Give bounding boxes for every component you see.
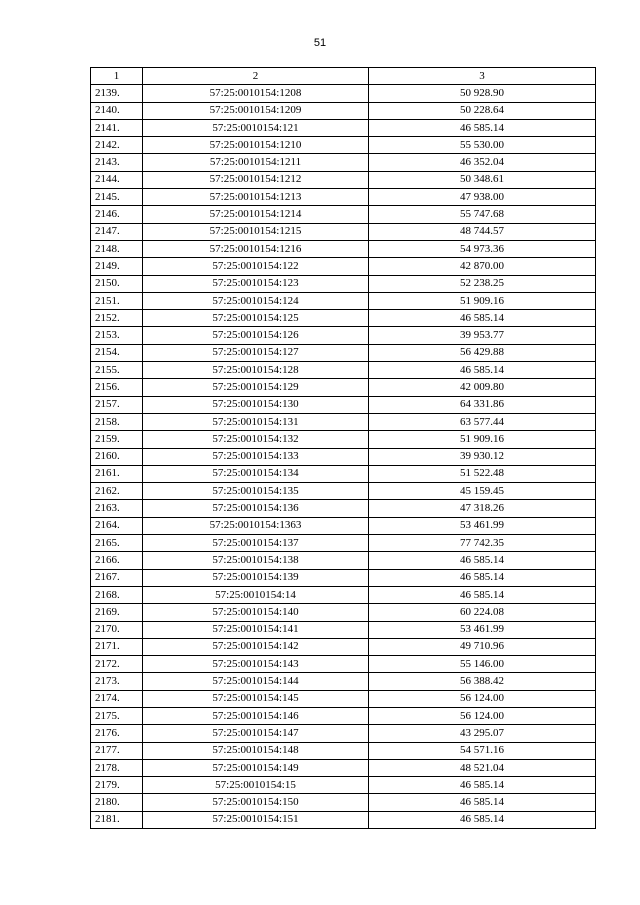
cadastral-number-cell: 57:25:0010154:145 (143, 690, 369, 707)
cadastral-number-cell: 57:25:0010154:122 (143, 258, 369, 275)
cadastral-number-cell: 57:25:0010154:125 (143, 310, 369, 327)
cadastral-value-cell: 51 909.16 (369, 292, 596, 309)
table-row (91, 759, 596, 776)
row-number-cell: 2155. (91, 362, 143, 379)
row-number-cell: 2156. (91, 379, 143, 396)
row-number-cell: 2150. (91, 275, 143, 292)
row-number-cell: 2151. (91, 292, 143, 309)
table-row (91, 154, 596, 171)
cadastral-number-cell: 57:25:0010154:129 (143, 379, 369, 396)
table-row (91, 742, 596, 759)
cadastral-value-cell: 42 009.80 (369, 379, 596, 396)
table-row (91, 777, 596, 794)
cadastral-value-table (90, 67, 596, 829)
cadastral-number-cell: 57:25:0010154:121 (143, 119, 369, 136)
page-number: 51 (313, 37, 327, 49)
cadastral-number-cell: 57:25:0010154:1213 (143, 189, 369, 206)
table-row (91, 396, 596, 413)
table-row (91, 794, 596, 811)
row-number-cell: 2158. (91, 413, 143, 430)
table-row (91, 327, 596, 344)
cadastral-number-cell: 57:25:0010154:140 (143, 604, 369, 621)
cadastral-number-cell: 57:25:0010154:127 (143, 344, 369, 361)
row-number-cell: 2140. (91, 102, 143, 119)
table-header-row (91, 68, 596, 85)
table-row (91, 206, 596, 223)
cadastral-value-cell: 51 522.48 (369, 465, 596, 482)
cadastral-number-cell: 57:25:0010154:147 (143, 725, 369, 742)
cadastral-number-cell: 57:25:0010154:148 (143, 742, 369, 759)
cadastral-value-cell: 56 124.00 (369, 707, 596, 724)
cadastral-number-cell: 57:25:0010154:1216 (143, 240, 369, 257)
table-row (91, 569, 596, 586)
row-number-cell: 2142. (91, 137, 143, 154)
cadastral-value-cell: 48 521.04 (369, 759, 596, 776)
cadastral-number-cell: 57:25:0010154:1208 (143, 85, 369, 102)
cadastral-value-cell: 55 747.68 (369, 206, 596, 223)
cadastral-number-cell: 57:25:0010154:1215 (143, 223, 369, 240)
row-number-cell: 2174. (91, 690, 143, 707)
table-row (91, 223, 596, 240)
table-row (91, 725, 596, 742)
cadastral-value-cell: 47 938.00 (369, 189, 596, 206)
table-row (91, 517, 596, 534)
row-number-cell: 2146. (91, 206, 143, 223)
row-number-cell: 2154. (91, 344, 143, 361)
row-number-cell: 2144. (91, 171, 143, 188)
cadastral-number-cell: 57:25:0010154:135 (143, 483, 369, 500)
row-number-cell: 2171. (91, 638, 143, 655)
cadastral-value-cell: 51 909.16 (369, 431, 596, 448)
cadastral-value-cell: 55 530.00 (369, 137, 596, 154)
cadastral-number-cell: 57:25:0010154:123 (143, 275, 369, 292)
table-row (91, 586, 596, 603)
cadastral-number-cell: 57:25:0010154:146 (143, 707, 369, 724)
row-number-cell: 2178. (91, 759, 143, 776)
row-number-cell: 2165. (91, 535, 143, 552)
cadastral-value-cell: 45 159.45 (369, 483, 596, 500)
table-row (91, 431, 596, 448)
table-row (91, 189, 596, 206)
cadastral-number-cell: 57:25:0010154:1210 (143, 137, 369, 154)
table-row (91, 258, 596, 275)
cadastral-number-cell: 57:25:0010154:144 (143, 673, 369, 690)
cadastral-number-cell: 57:25:0010154:138 (143, 552, 369, 569)
row-number-cell: 2161. (91, 465, 143, 482)
row-number-cell: 2170. (91, 621, 143, 638)
row-number-cell: 2153. (91, 327, 143, 344)
cadastral-number-cell: 57:25:0010154:142 (143, 638, 369, 655)
row-number-cell: 2173. (91, 673, 143, 690)
row-number-cell: 2152. (91, 310, 143, 327)
cadastral-value-cell: 46 352.04 (369, 154, 596, 171)
row-number-cell: 2145. (91, 189, 143, 206)
cadastral-value-cell: 55 146.00 (369, 656, 596, 673)
table-row (91, 119, 596, 136)
row-number-cell: 2141. (91, 119, 143, 136)
row-number-cell: 2169. (91, 604, 143, 621)
cadastral-number-cell: 57:25:0010154:143 (143, 656, 369, 673)
table-row (91, 707, 596, 724)
table-row (91, 535, 596, 552)
cadastral-value-cell: 49 710.96 (369, 638, 596, 655)
table-row (91, 292, 596, 309)
table-row (91, 621, 596, 638)
table-row (91, 604, 596, 621)
row-number-cell: 2147. (91, 223, 143, 240)
cadastral-number-cell: 57:25:0010154:1363 (143, 517, 369, 534)
cadastral-value-cell: 54 973.36 (369, 240, 596, 257)
cadastral-value-cell: 50 348.61 (369, 171, 596, 188)
table-row (91, 552, 596, 569)
row-number-cell: 2164. (91, 517, 143, 534)
cadastral-number-cell: 57:25:0010154:139 (143, 569, 369, 586)
cadastral-number-cell: 57:25:0010154:1211 (143, 154, 369, 171)
row-number-cell: 2179. (91, 777, 143, 794)
table-row (91, 638, 596, 655)
row-number-cell: 2148. (91, 240, 143, 257)
cadastral-number-cell: 57:25:0010154:132 (143, 431, 369, 448)
cadastral-value-cell: 56 124.00 (369, 690, 596, 707)
cadastral-number-cell: 57:25:0010154:137 (143, 535, 369, 552)
cadastral-number-cell: 57:25:0010154:141 (143, 621, 369, 638)
table-row (91, 310, 596, 327)
table-row (91, 483, 596, 500)
row-number-cell: 2143. (91, 154, 143, 171)
table-row (91, 275, 596, 292)
row-number-cell: 2167. (91, 569, 143, 586)
table-header (91, 68, 596, 85)
table-row (91, 690, 596, 707)
table-row (91, 362, 596, 379)
cadastral-number-cell: 57:25:0010154:126 (143, 327, 369, 344)
cadastral-value-cell: 47 318.26 (369, 500, 596, 517)
cadastral-value-cell: 46 585.14 (369, 552, 596, 569)
cadastral-number-cell: 57:25:0010154:151 (143, 811, 369, 828)
cadastral-value-cell: 46 585.14 (369, 310, 596, 327)
cadastral-number-cell: 57:25:0010154:133 (143, 448, 369, 465)
row-number-cell: 2159. (91, 431, 143, 448)
table-row (91, 344, 596, 361)
row-number-cell: 2166. (91, 552, 143, 569)
column-header-3: 3 (369, 68, 596, 85)
cadastral-value-cell: 64 331.86 (369, 396, 596, 413)
column-header-2: 2 (143, 68, 369, 85)
cadastral-value-cell: 46 585.14 (369, 569, 596, 586)
row-number-cell: 2180. (91, 794, 143, 811)
cadastral-value-cell: 54 571.16 (369, 742, 596, 759)
table-row (91, 448, 596, 465)
cadastral-value-cell: 52 238.25 (369, 275, 596, 292)
table-row (91, 379, 596, 396)
column-header-1: 1 (91, 68, 143, 85)
cadastral-number-cell: 57:25:0010154:136 (143, 500, 369, 517)
table-row (91, 656, 596, 673)
cadastral-value-cell: 56 429.88 (369, 344, 596, 361)
table-row (91, 673, 596, 690)
cadastral-number-cell: 57:25:0010154:15 (143, 777, 369, 794)
table-row (91, 500, 596, 517)
cadastral-value-cell: 43 295.07 (369, 725, 596, 742)
table-row (91, 137, 596, 154)
row-number-cell: 2172. (91, 656, 143, 673)
row-number-cell: 2176. (91, 725, 143, 742)
cadastral-value-cell: 48 744.57 (369, 223, 596, 240)
cadastral-value-cell: 63 577.44 (369, 413, 596, 430)
cadastral-value-cell: 77 742.35 (369, 535, 596, 552)
cadastral-value-cell: 46 585.14 (369, 777, 596, 794)
row-number-cell: 2168. (91, 586, 143, 603)
table-row (91, 171, 596, 188)
cadastral-value-cell: 60 224.08 (369, 604, 596, 621)
cadastral-number-cell: 57:25:0010154:1214 (143, 206, 369, 223)
row-number-cell: 2149. (91, 258, 143, 275)
table-row (91, 240, 596, 257)
row-number-cell: 2160. (91, 448, 143, 465)
cadastral-value-cell: 42 870.00 (369, 258, 596, 275)
cadastral-value-cell: 53 461.99 (369, 517, 596, 534)
row-number-cell: 2177. (91, 742, 143, 759)
cadastral-value-cell: 53 461.99 (369, 621, 596, 638)
row-number-cell: 2163. (91, 500, 143, 517)
cadastral-value-cell: 46 585.14 (369, 794, 596, 811)
row-number-cell: 2162. (91, 483, 143, 500)
row-number-cell: 2181. (91, 811, 143, 828)
cadastral-value-cell: 56 388.42 (369, 673, 596, 690)
table-row (91, 102, 596, 119)
row-number-cell: 2175. (91, 707, 143, 724)
table-row (91, 465, 596, 482)
table-row (91, 811, 596, 828)
cadastral-number-cell: 57:25:0010154:14 (143, 586, 369, 603)
row-number-cell: 2157. (91, 396, 143, 413)
cadastral-value-cell: 50 928.90 (369, 85, 596, 102)
cadastral-number-cell: 57:25:0010154:124 (143, 292, 369, 309)
cadastral-number-cell: 57:25:0010154:130 (143, 396, 369, 413)
table-row (91, 413, 596, 430)
table-row (91, 85, 596, 102)
row-number-cell: 2139. (91, 85, 143, 102)
cadastral-value-cell: 46 585.14 (369, 362, 596, 379)
cadastral-number-cell: 57:25:0010154:1212 (143, 171, 369, 188)
cadastral-value-cell: 46 585.14 (369, 119, 596, 136)
cadastral-number-cell: 57:25:0010154:150 (143, 794, 369, 811)
cadastral-number-cell: 57:25:0010154:149 (143, 759, 369, 776)
cadastral-number-cell: 57:25:0010154:134 (143, 465, 369, 482)
cadastral-value-cell: 39 930.12 (369, 448, 596, 465)
table-body (91, 85, 596, 829)
cadastral-value-cell: 46 585.14 (369, 586, 596, 603)
cadastral-value-cell: 46 585.14 (369, 811, 596, 828)
cadastral-number-cell: 57:25:0010154:128 (143, 362, 369, 379)
cadastral-value-cell: 39 953.77 (369, 327, 596, 344)
cadastral-number-cell: 57:25:0010154:1209 (143, 102, 369, 119)
cadastral-number-cell: 57:25:0010154:131 (143, 413, 369, 430)
cadastral-value-cell: 50 228.64 (369, 102, 596, 119)
